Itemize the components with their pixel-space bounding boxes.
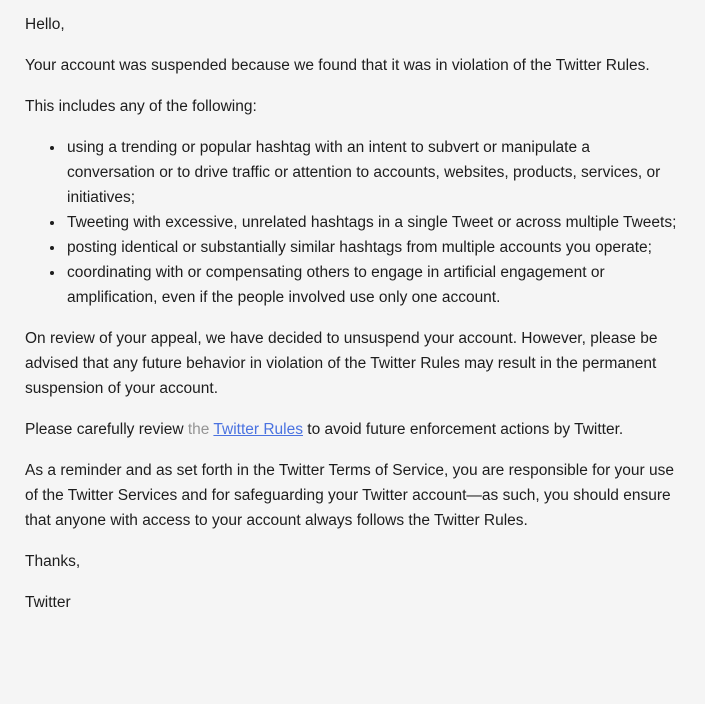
appeal-decision-paragraph: On review of your appeal, we have decided to unsuspend your account. However, please be advised that any future behavior in violation of the Twitter Rules may result in the permanent suspension of your account. <box>25 330 658 397</box>
review-paragraph <box>25 417 677 442</box>
review-text-before: Please carefully review <box>25 421 188 438</box>
review-text-after: to avoid future enforcement actions by Twitter. <box>303 421 624 438</box>
reminder-paragraph: As a reminder and as set forth in the Twitter Terms of Service, you are responsible for your use of the Twitter Services and for safeguarding your Twitter account—as such, you should ensure that anyone with access to your account always follows the Twitter Rules. <box>25 462 675 529</box>
suspension-paragraph: Your account was suspended because we found that it was in violation of the Twitter Rules. <box>25 57 650 74</box>
twitter-rules-link[interactable]: Twitter Rules <box>213 421 303 438</box>
list-item: • posting identical or substantially similar hashtags from multiple accounts you operate; <box>65 235 677 260</box>
violation-list <box>25 135 677 310</box>
list-item: • coordinating with or compensating others to engage in artificial engagement or amplification, even if the people involved use only one account. <box>65 260 677 310</box>
list-item: • using a trending or popular hashtag with an intent to subvert or manipulate a conversation or to drive traffic or attention to accounts, websites, products, services, or initiatives; <box>65 135 677 210</box>
signature-text: Twitter <box>25 594 71 611</box>
review-text-muted: the <box>187 421 214 438</box>
list-item: • Tweeting with excessive, unrelated hashtags in a single Tweet or across multiple Tweets; <box>65 210 677 235</box>
closing-text: Thanks, <box>25 553 81 570</box>
greeting-text: Hello, <box>25 16 65 33</box>
includes-paragraph: This includes any of the following: <box>25 98 257 115</box>
